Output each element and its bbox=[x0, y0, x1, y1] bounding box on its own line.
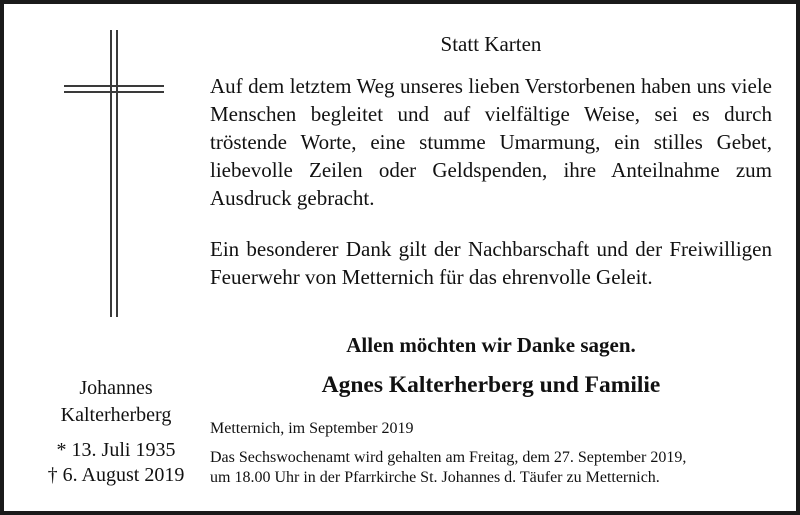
service-line-1: Das Sechswochenamt wird gehalten am Freitag, dem 27. September 2019, bbox=[210, 449, 687, 466]
death-date: † 6. August 2019 bbox=[47, 464, 185, 486]
place-date: Metternich, im September 2019 bbox=[210, 420, 414, 437]
thank-you-paragraph: Auf dem letztem Weg unseres lieben Verstorbenen haben uns viele Menschen begleitet und auf vielfältige Weise, sei es durch tröstende Worte, eine stumme Umarmung, ein stilles Gebet, liebevolle Zeilen oder Geldspenden, ihre Anteilnahme zum Ausdruck gebracht. bbox=[210, 74, 772, 210]
thanks-line: Allen möchten wir Danke sagen. bbox=[346, 333, 636, 357]
deceased-last-name: Kalterherberg bbox=[60, 404, 172, 426]
statt-karten-heading: Statt Karten bbox=[440, 32, 542, 56]
service-line-2: um 18.00 Uhr in der Pfarrkirche St. Johannes d. Täufer zu Metternich. bbox=[210, 469, 660, 486]
deceased-first-name: Johannes bbox=[79, 377, 153, 399]
special-thanks-paragraph: Ein besonderer Dank gilt der Nachbarschaft und der Freiwilligen Feuerwehr von Metternich für das ehrenvolle Geleit. bbox=[210, 237, 772, 289]
birth-date: * 13. Juli 1935 bbox=[56, 439, 176, 461]
cross-icon bbox=[64, 30, 168, 330]
family-signature: Agnes Kalterherberg und Familie bbox=[321, 372, 661, 398]
